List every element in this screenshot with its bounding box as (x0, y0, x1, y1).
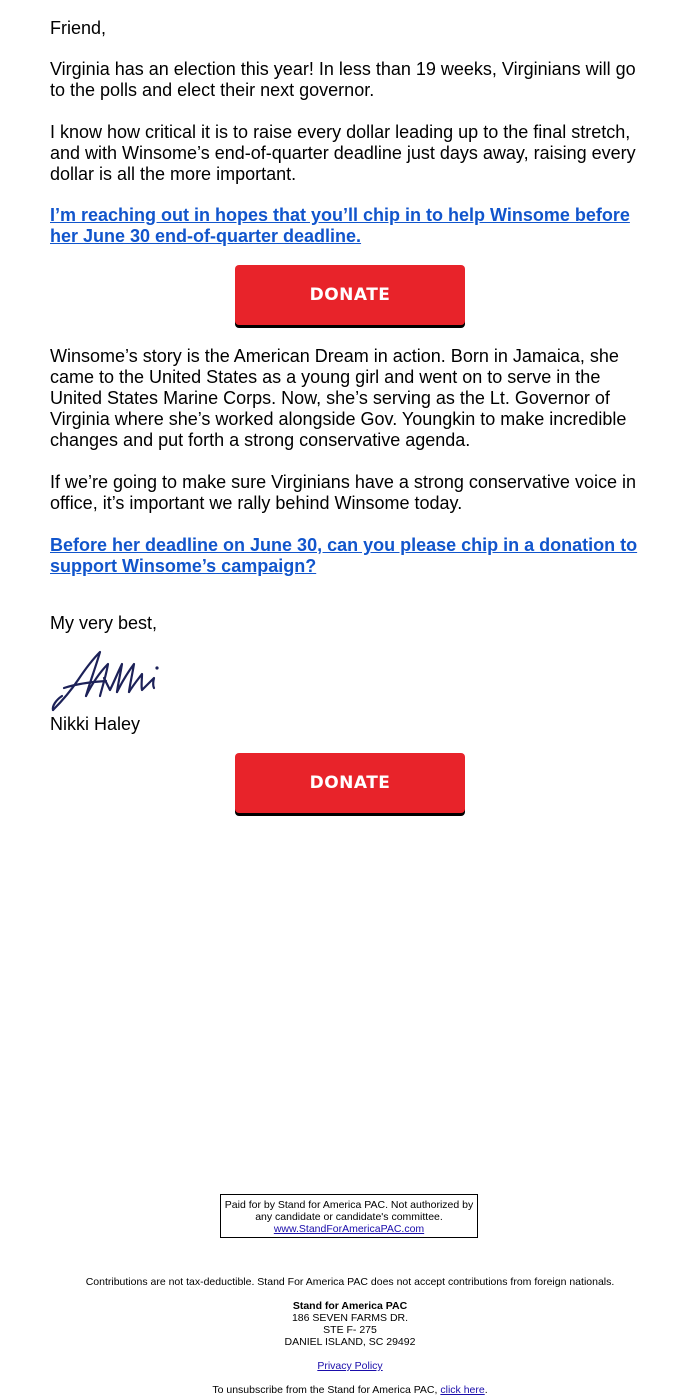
unsubscribe-prefix: To unsubscribe from the Stand for America PAC, (212, 1384, 438, 1396)
paragraph-2: I know how critical it is to raise every dollar leading up to the final stretch, and with Winsome’s end-of-quarter deadline just days away, raising every dollar is all the more important. (50, 122, 636, 184)
donate-button-bottom[interactable]: DONATE (235, 753, 465, 813)
cta-paragraph-1 (50, 205, 650, 247)
privacy-row (0, 1360, 700, 1372)
signature-image (50, 648, 165, 714)
address-line-3: DANIEL ISLAND, SC 29492 (284, 1336, 416, 1348)
signer-name: Nikki Haley (50, 714, 141, 734)
privacy-policy-link[interactable]: Privacy Policy (317, 1360, 383, 1372)
paragraph-4: If we’re going to make sure Virginians have a strong conservative voice in office, it’s important we rally behind Winsome today. (50, 472, 636, 513)
unsubscribe-row (0, 1384, 700, 1396)
address-org: Stand for America PAC (292, 1300, 408, 1312)
chip-in-link-1[interactable]: I’m reaching out in hopes that you’ll chip in to help Winsome before her June 30 end-of-quarter deadline. (50, 205, 630, 246)
cta-paragraph-2 (50, 535, 650, 577)
donate-button-top[interactable]: DONATE (235, 265, 465, 325)
greeting: Friend, (50, 18, 107, 38)
pac-website-link[interactable]: www.StandForAmericaPAC.com (273, 1223, 425, 1235)
chip-in-link-2[interactable]: Before her deadline on June 30, can you please chip in a donation to support Winsome’s campaign? (50, 535, 638, 576)
paid-for-disclaimer (220, 1194, 478, 1238)
contributions-notice: Contributions are not tax-deductible. Stand For America PAC does not accept contributions from foreign nationals. (85, 1276, 615, 1288)
closing: My very best, (50, 613, 158, 633)
mailing-address (0, 1300, 700, 1348)
unsubscribe-suffix: . (484, 1384, 488, 1396)
unsubscribe-link[interactable]: click here (440, 1384, 485, 1396)
address-line-2: STE F- 275 (323, 1324, 377, 1336)
paragraph-1: Virginia has an election this year! In less than 19 weeks, Virginians will go to the polls and elect their next governor. (50, 59, 636, 100)
disclaimer-text: Paid for by Stand for America PAC. Not authorized by any candidate or candidate's committee. (224, 1199, 474, 1223)
address-line-1: 186 SEVEN FARMS DR. (291, 1312, 409, 1324)
paragraph-3: Winsome’s story is the American Dream in action. Born in Jamaica, she came to the United States as a young girl and went on to serve in the United States Marine Corps. Now, she’s serving as the Lt. Governor of Virginia where she’s worked alongside Gov. Youngkin to make incredible changes and put forth a strong conservative agenda. (50, 346, 627, 450)
